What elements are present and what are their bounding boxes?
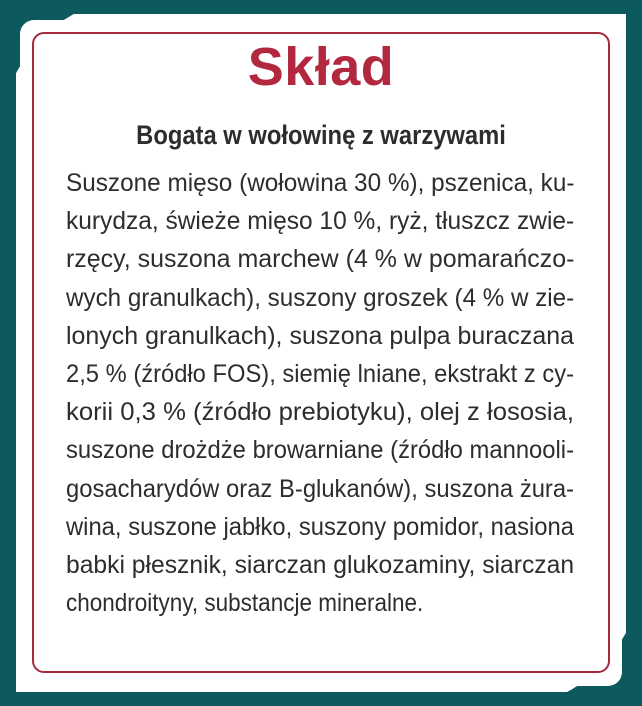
ingredients-line-4: wych granulkach), suszony groszek (4 % w zie-	[66, 283, 574, 312]
ingredients-line-6: 2,5 % (źródło FOS), siemię lniane, ekstrakt z cy-	[66, 359, 574, 388]
ingredients-line-5: lonych granulkach), suszona pulpa buraczana	[66, 321, 574, 350]
panel-title: Skład	[247, 37, 395, 97]
ingredients-line-9: gosacharydów oraz B-glukanów), suszona żura-	[66, 474, 574, 503]
ingredients-line-3: rzęcy, suszona marchew (4 % w pomarańczo-	[66, 245, 574, 274]
ingredients-line-2: kurydza, świeże mięso 10 %, ryż, tłuszcz zwie-	[66, 207, 574, 236]
ingredients-line-12: chondroityny, substancje mineralne.	[66, 589, 424, 618]
panel-subtitle: Bogata w wołowinę z warzywami	[136, 120, 506, 150]
ingredients-line-8: suszone drożdże browarniane (źródło mannooli-	[66, 436, 574, 465]
ingredients-line-7: korii 0,3 % (źródło prebiotyku), olej z łososia,	[66, 398, 574, 427]
ingredients-line-11: babki płesznik, siarczan glukozaminy, siarczan	[66, 550, 574, 579]
ingredients-line-10: wina, suszone jabłko, suszony pomidor, nasiona	[66, 512, 574, 541]
ingredients-line-1: Suszone mięso (wołowina 30 %), pszenica, ku-	[66, 169, 574, 197]
ingredients-text	[66, 164, 574, 622]
